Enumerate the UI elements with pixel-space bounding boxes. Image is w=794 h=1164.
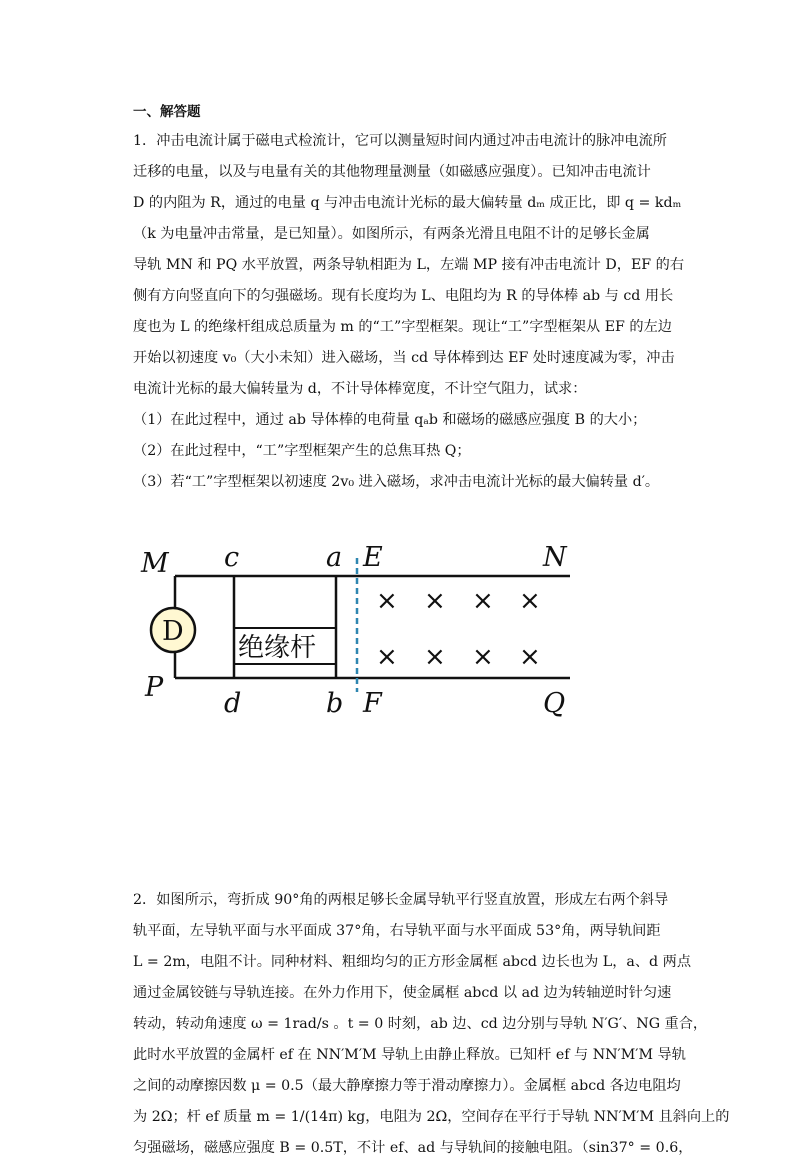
label-d: d <box>224 688 242 719</box>
galvanometer-label: D <box>162 616 184 647</box>
label-b: b <box>326 688 344 719</box>
field-cross: × <box>472 586 494 616</box>
q2-line: 之间的动摩擦因数 μ = 0.5（最大静摩擦力等于滑动摩擦力）。金属框 abcd 各边电阻均 <box>133 1078 681 1094</box>
q2-line: 通过金属铰链与导轨连接。在外力作用下，使金属框 abcd 以 ad 边为转轴逆时针匀速 <box>133 985 672 1001</box>
label-f: F <box>363 688 382 719</box>
field-cross: × <box>376 586 398 616</box>
field-cross: × <box>472 642 494 672</box>
q2-line: 转动，转动角速度 ω = 1rad/s 。t = 0 时刻，ab 边、cd 边分别与导轨 N′G′、NG 重合， <box>133 1016 708 1032</box>
q1-line: 开始以初速度 v₀（大小未知）进入磁场，当 cd 导体棒到达 EF 处时速度减为零，冲击 <box>133 350 675 366</box>
field-cross: × <box>424 586 446 616</box>
label-q: Q <box>543 688 566 719</box>
section-title: 一、解答题 <box>133 104 201 120</box>
q2-line: 匀强磁场，磁感应强度 B = 0.5T，不计 ef、ad 与导轨间的接触电阻。（sin37° = 0.6， <box>133 1140 693 1156</box>
field-cross: × <box>376 642 398 672</box>
q2-line: L = 2m，电阻不计。同种材料、粗细均匀的正方形金属框 abcd 边长也为 L，a、d 两点 <box>133 954 692 970</box>
q1-line: 度也为 L 的绝缘杆组成总质量为 m 的“工”字型框架。现让“工”字型框架从 EF 的左边 <box>133 319 672 335</box>
label-c: c <box>224 542 240 573</box>
label-a: a <box>326 542 343 573</box>
insulating-rod-label: 绝缘杆 <box>238 633 317 663</box>
q1-line: （k 为电量冲击常量，是已知量）。如图所示，有两条光滑且电阻不计的足够长金属 <box>133 226 650 242</box>
q2-line: 此时水平放置的金属杆 ef 在 NN′M′M 导轨上由静止释放。已知杆 ef 与 NN′M′M 导轨 <box>133 1047 686 1063</box>
q1-line: 侧有方向竖直向下的匀强磁场。现有长度均为 L、电阻均为 R 的导体棒 ab 与 cd 用长 <box>133 288 674 304</box>
field-cross: × <box>519 642 541 672</box>
q1-line: 迁移的电量，以及与电量有关的其他物理量测量（如磁感应强度）。已知冲击电流计 <box>133 164 651 180</box>
q1-line: 导轨 MN 和 PQ 水平放置，两条导轨相距为 L，左端 MP 接有冲击电流计 D，EF 的右 <box>133 257 685 273</box>
q2-line: 2．如图所示，弯折成 90°角的两根足够长金属导轨平行竖直放置，形成左右两个斜导 <box>133 892 669 908</box>
question-1 <box>133 126 685 498</box>
q2-line: 为 2Ω；杆 ef 质量 m = 1/(14π) kg，电阻为 2Ω，空间存在平行于导轨 NN′M′M 且斜向上的 <box>133 1109 730 1125</box>
q1-line: D 的内阻为 R，通过的电量 q 与冲击电流计光标的最大偏转量 dₘ 成正比，即 q = kdₘ <box>133 195 682 211</box>
q1-sub-question-2: （2）在此过程中，“工”字型框架产生的总焦耳热 Q； <box>133 443 471 459</box>
field-cross: × <box>424 642 446 672</box>
q1-line: 电流计光标的最大偏转量为 d，不计导体棒宽度，不计空气阻力，试求： <box>133 381 587 397</box>
label-m: M <box>141 548 169 579</box>
label-n: N <box>543 542 567 573</box>
q2-line: 轨平面，左导轨平面与水平面成 37°角，右导轨平面与水平面成 53°角，两导轨间距 <box>133 923 661 939</box>
label-e: E <box>363 542 383 573</box>
q1-line: 1．冲击电流计属于磁电式检流计，它可以测量短时间内通过冲击电流计的脉冲电流所 <box>133 133 667 149</box>
field-cross: × <box>519 586 541 616</box>
label-p: P <box>145 672 164 703</box>
rail-circuit-figure <box>133 532 593 722</box>
question-2 <box>133 885 730 1164</box>
q1-sub-question-3: （3）若“工”字型框架以初速度 2v₀ 进入磁场，求冲击电流计光标的最大偏转量 d′。 <box>133 474 660 490</box>
q1-sub-question-1: （1）在此过程中，通过 ab 导体棒的电荷量 qₐb 和磁场的磁感应强度 B 的大小； <box>133 412 647 428</box>
